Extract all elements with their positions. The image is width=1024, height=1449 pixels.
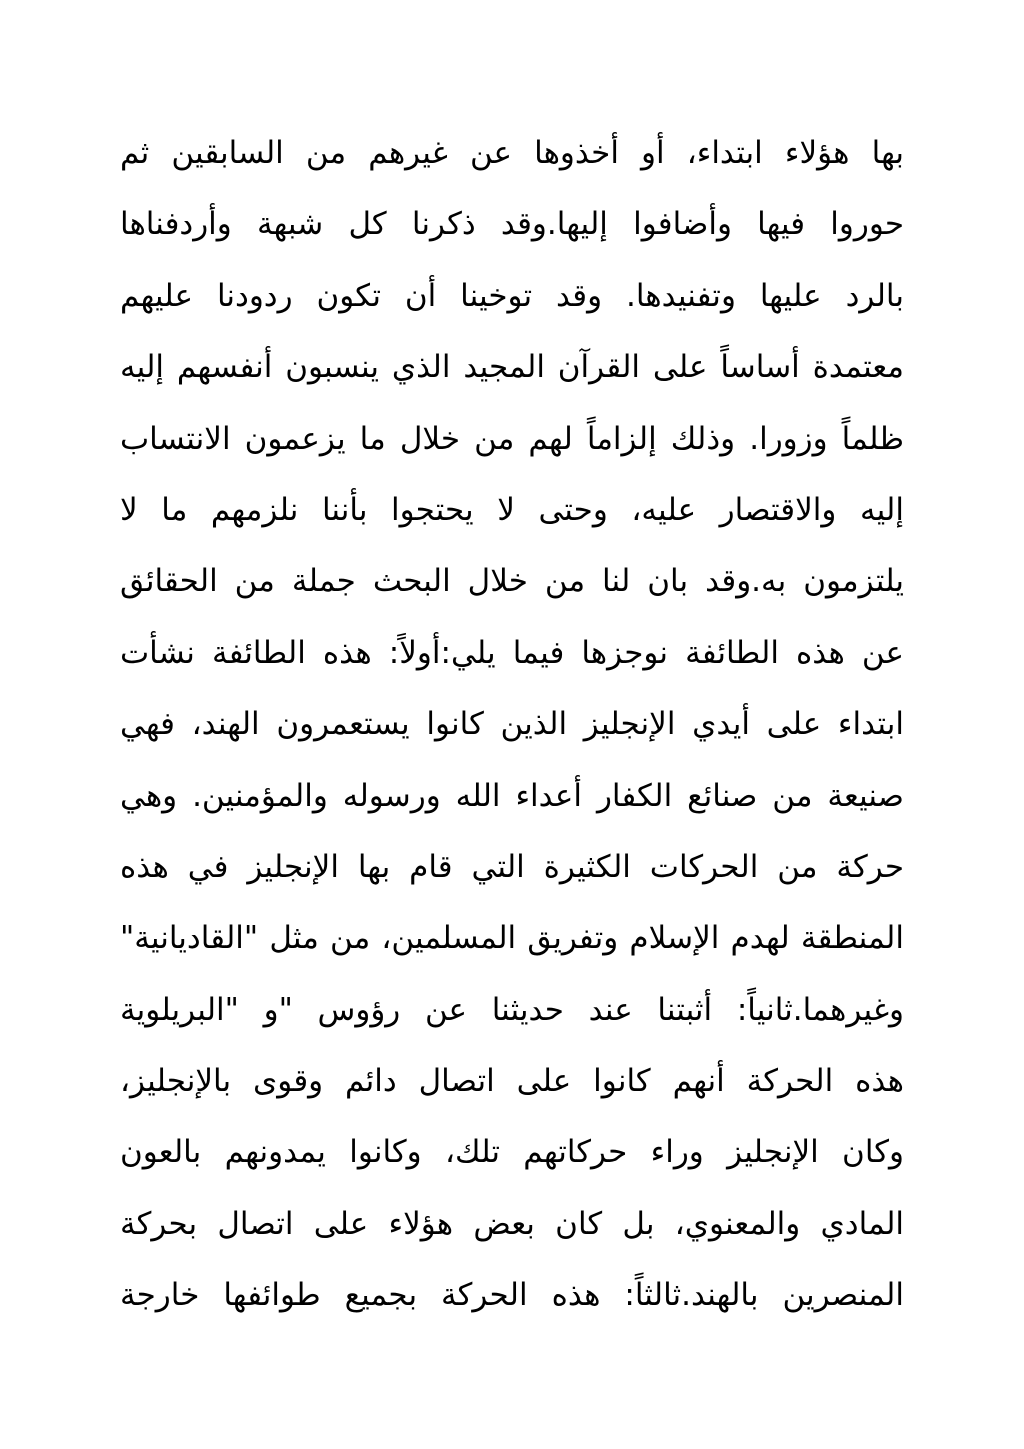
text-line: حوروا فيها وأضافوا إليها.وقد ذكرنا كل شبهة وأردفناها bbox=[120, 206, 904, 243]
text-line: المادي والمعنوي، بل كان بعض هؤلاء على اتصال بحركة bbox=[120, 1205, 904, 1242]
text-line: ابتداء على أيدي الإنجليز الذين كانوا يستعمرون الهند، فهي bbox=[120, 706, 904, 743]
text-line: المنطقة لهدم الإسلام وتفريق المسلمين، من مثل "القاديانية" bbox=[120, 920, 904, 957]
text-line: صنيعة من صنائع الكفار أعداء الله ورسوله والمؤمنين. وهي bbox=[120, 777, 904, 814]
text-line: معتمدة أساساً على القرآن المجيد الذي ينسبون أنفسهم إليه bbox=[120, 349, 904, 386]
text-line: بها هؤلاء ابتداء، أو أخذوها عن غيرهم من السابقين ثم bbox=[120, 135, 904, 171]
text-line: المنصرين بالهند.ثالثاً: هذه الحركة بجميع طوائفها خارجة bbox=[120, 1277, 904, 1314]
text-line: إليه والاقتصار عليه، وحتى لا يحتجوا بأننا نلزمهم ما لا bbox=[120, 491, 904, 528]
text-line: وكان الإنجليز وراء حركاتهم تلك، وكانوا يمدونهم بالعون bbox=[120, 1134, 904, 1171]
body-text bbox=[120, 118, 904, 1332]
text-line: وغيرهما.ثانياً: أثبتنا عند حديثنا عن رؤوس "و "البريلوية bbox=[120, 991, 904, 1028]
text-line: عن هذه الطائفة نوجزها فيما يلي:أولاً: هذه الطائفة نشأت bbox=[120, 634, 904, 671]
text-line: ظلماً وزورا. وذلك إلزاماً لهم من خلال ما يزعمون الانتساب bbox=[120, 420, 904, 457]
text-line: يلتزمون به.وقد بان لنا من خلال البحث جملة من الحقائق bbox=[120, 563, 904, 600]
text-line: حركة من الحركات الكثيرة التي قام بها الإنجليز في هذه bbox=[120, 848, 904, 885]
text-line: بالرد عليها وتفنيدها. وقد توخينا أن تكون ردودنا عليهم bbox=[120, 277, 904, 314]
text-line: هذه الحركة أنهم كانوا على اتصال دائم وقوى بالإنجليز، bbox=[120, 1063, 904, 1100]
